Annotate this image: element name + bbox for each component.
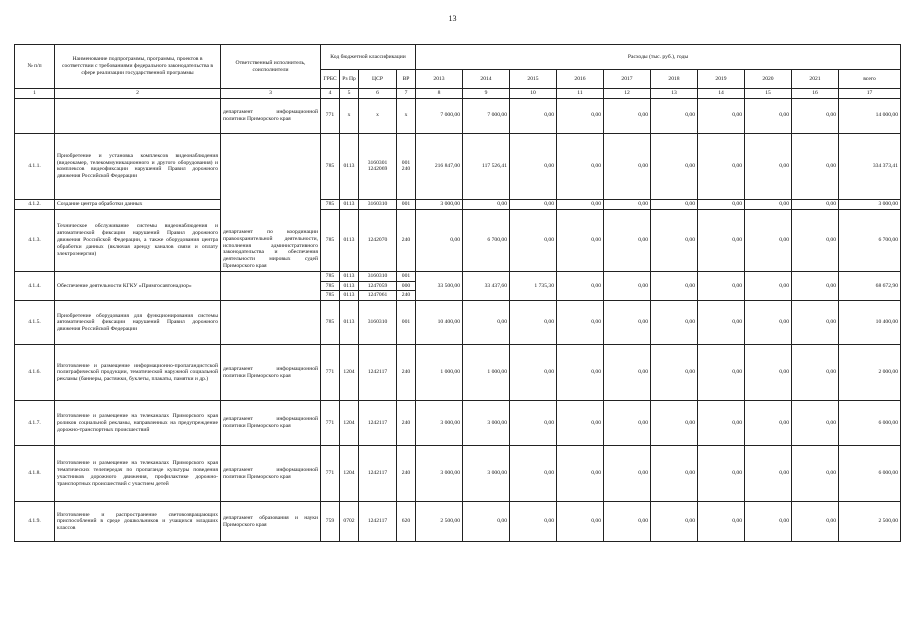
header-year: всего — [839, 70, 901, 89]
row-vr: х — [397, 98, 416, 133]
row-grbs: 785 — [321, 271, 340, 281]
row-number: 4.1.8. — [15, 446, 55, 502]
col-number: 4 — [321, 89, 340, 99]
row-executor: департамент по координации правоохранительной деятельности, исполнения административного законодательства и обеспечения деятельности мировых судей Приморского края — [221, 133, 321, 271]
row-value: 0,00 — [510, 401, 557, 446]
row-value: 0,00 — [745, 199, 792, 209]
row-value: 33 437,60 — [463, 271, 510, 300]
row-rzpr: 0113 — [340, 209, 359, 271]
row-csr: 3160301 1242069 — [359, 133, 397, 199]
row-value: 0,00 — [604, 271, 651, 300]
table-row — [15, 446, 901, 502]
row-value: 0,00 — [651, 133, 698, 199]
row-value: 334 373,41 — [839, 133, 901, 199]
row-vr: 240 — [397, 291, 416, 301]
row-grbs: 785 — [321, 291, 340, 301]
row-rzpr: 1204 — [340, 401, 359, 446]
row-value: 0,00 — [604, 502, 651, 542]
row-value: 0,00 — [510, 199, 557, 209]
row-vr: 001 — [397, 301, 416, 345]
row-csr: 1242117 — [359, 446, 397, 502]
row-executor: департамент информационной политики Приморского края — [221, 98, 321, 133]
row-value: 117 526,41 — [463, 133, 510, 199]
row-value: 14 000,00 — [839, 98, 901, 133]
header-no: № п/п — [15, 45, 55, 89]
row-grbs: 785 — [321, 199, 340, 209]
row-number: 4.1.4. — [15, 271, 55, 300]
row-vr: 240 — [397, 209, 416, 271]
row-value: 3 000,00 — [416, 446, 463, 502]
row-value: 6 700,00 — [839, 209, 901, 271]
row-value: 0,00 — [557, 301, 604, 345]
header-code: ЦСР — [359, 70, 397, 89]
row-rzpr: х — [340, 98, 359, 133]
row-value: 0,00 — [510, 133, 557, 199]
row-rzpr: 0113 — [340, 271, 359, 281]
row-value: 0,00 — [651, 345, 698, 401]
col-number: 2 — [55, 89, 221, 99]
row-value: 0,00 — [745, 345, 792, 401]
row-vr: 001 — [397, 271, 416, 281]
header-year: 2014 — [463, 70, 510, 89]
row-value: 1 735,30 — [510, 271, 557, 300]
row-value: 0,00 — [745, 301, 792, 345]
header-year: 2017 — [604, 70, 651, 89]
table-row — [15, 133, 901, 199]
col-number: 11 — [557, 89, 604, 99]
row-value: 0,00 — [557, 98, 604, 133]
row-value: 0,00 — [698, 199, 745, 209]
row-value: 0,00 — [557, 271, 604, 300]
row-value: 0,00 — [651, 209, 698, 271]
row-value: 0,00 — [557, 446, 604, 502]
row-value: 6 700,00 — [463, 209, 510, 271]
table-row — [15, 98, 901, 133]
header-year: 2020 — [745, 70, 792, 89]
row-grbs: 771 — [321, 98, 340, 133]
row-value: 0,00 — [463, 502, 510, 542]
row-value: 0,00 — [604, 345, 651, 401]
row-executor — [221, 271, 321, 300]
row-value: 0,00 — [651, 301, 698, 345]
row-csr: 3160310 — [359, 271, 397, 281]
row-value: 0,00 — [557, 133, 604, 199]
row-rzpr: 0113 — [340, 301, 359, 345]
row-name: Обеспечение деятельности КГКУ «Примгосавтонадзор» — [55, 271, 221, 300]
row-value: 0,00 — [510, 209, 557, 271]
row-csr: 1247059 — [359, 281, 397, 291]
row-value: 10 400,00 — [839, 301, 901, 345]
row-grbs: 771 — [321, 401, 340, 446]
row-executor — [221, 301, 321, 345]
row-number: 4.1.5. — [15, 301, 55, 345]
row-value: 0,00 — [792, 199, 839, 209]
row-value: 0,00 — [651, 446, 698, 502]
row-value: 0,00 — [463, 199, 510, 209]
row-value: 0,00 — [651, 98, 698, 133]
row-value: 0,00 — [510, 345, 557, 401]
row-value: 0,00 — [792, 301, 839, 345]
row-rzpr: 0113 — [340, 133, 359, 199]
row-value: 6 000,00 — [839, 446, 901, 502]
col-number: 3 — [221, 89, 321, 99]
row-vr: 001 240 — [397, 133, 416, 199]
row-rzpr: 1204 — [340, 345, 359, 401]
row-value: 7 000,00 — [463, 98, 510, 133]
row-value: 0,00 — [557, 209, 604, 271]
row-value: 3 000,00 — [416, 199, 463, 209]
row-grbs: 785 — [321, 209, 340, 271]
row-value: 0,00 — [698, 345, 745, 401]
row-value: 2 500,00 — [839, 502, 901, 542]
row-value: 0,00 — [698, 301, 745, 345]
header-expenses: Расходы (тыс. руб.), годы — [416, 45, 901, 70]
row-value: 0,00 — [792, 446, 839, 502]
row-name: Изготовление и размещение информационно-пропагандистской полиграфической продукции, тематической наружной социальной рекламы (баннеры, растяжки, буклеты, плакаты, памятки и др.) — [55, 345, 221, 401]
row-value: 0,00 — [557, 199, 604, 209]
row-value: 0,00 — [698, 446, 745, 502]
col-number: 5 — [340, 89, 359, 99]
row-value: 0,00 — [604, 199, 651, 209]
row-value: 0,00 — [651, 502, 698, 542]
col-number: 7 — [397, 89, 416, 99]
row-rzpr: 0113 — [340, 199, 359, 209]
row-value: 2 000,00 — [839, 345, 901, 401]
row-value: 0,00 — [463, 301, 510, 345]
row-grbs: 771 — [321, 345, 340, 401]
row-value: 0,00 — [745, 502, 792, 542]
table-row — [15, 401, 901, 446]
col-number: 8 — [416, 89, 463, 99]
row-value: 0,00 — [557, 401, 604, 446]
row-csr: х — [359, 98, 397, 133]
col-number: 9 — [463, 89, 510, 99]
row-vr: 240 — [397, 446, 416, 502]
row-value: 0,00 — [510, 502, 557, 542]
header-year: 2015 — [510, 70, 557, 89]
row-executor: департамент информационной политики Приморского края — [221, 345, 321, 401]
row-value: 0,00 — [604, 209, 651, 271]
row-value: 0,00 — [792, 133, 839, 199]
row-value: 0,00 — [698, 271, 745, 300]
row-value: 0,00 — [651, 199, 698, 209]
row-value: 0,00 — [604, 446, 651, 502]
header-year: 2016 — [557, 70, 604, 89]
header-executor: Ответственный исполнитель, соисполнители — [221, 45, 321, 89]
row-name: Создание центра обработки данных — [55, 199, 221, 209]
row-value: 0,00 — [604, 133, 651, 199]
row-value: 2 500,00 — [416, 502, 463, 542]
row-value: 3 000,00 — [416, 401, 463, 446]
row-vr: 000 — [397, 281, 416, 291]
row-value: 0,00 — [698, 98, 745, 133]
page-number: 13 — [448, 14, 457, 23]
row-value: 3 000,00 — [463, 446, 510, 502]
row-value: 1 000,00 — [463, 345, 510, 401]
row-value: 3 000,00 — [839, 199, 901, 209]
row-value: 0,00 — [510, 98, 557, 133]
row-executor: департамент образования и науки Приморского края — [221, 502, 321, 542]
header-code: Рз Пр — [340, 70, 359, 89]
row-value: 0,00 — [792, 345, 839, 401]
row-value: 0,00 — [604, 401, 651, 446]
row-grbs: 785 — [321, 281, 340, 291]
header-year: 2018 — [651, 70, 698, 89]
row-grbs: 785 — [321, 301, 340, 345]
row-value: 0,00 — [604, 301, 651, 345]
row-csr: 1247061 — [359, 291, 397, 301]
row-value: 0,00 — [416, 209, 463, 271]
col-number: 12 — [604, 89, 651, 99]
row-csr: 1242070 — [359, 209, 397, 271]
row-value: 0,00 — [604, 98, 651, 133]
row-rzpr: 0113 — [340, 281, 359, 291]
row-value: 0,00 — [745, 446, 792, 502]
row-rzpr: 1204 — [340, 446, 359, 502]
row-number: 4.1.3. — [15, 209, 55, 271]
col-number: 17 — [839, 89, 901, 99]
row-value: 0,00 — [745, 209, 792, 271]
row-value: 0,00 — [698, 133, 745, 199]
row-value: 10 400,00 — [416, 301, 463, 345]
table-row — [15, 209, 901, 271]
col-number: 10 — [510, 89, 557, 99]
header-code: ВР — [397, 70, 416, 89]
row-name: Приобретение оборудования для функционирования системы автоматической фиксации нарушений Правил дорожного движения Российской Федерации — [55, 301, 221, 345]
row-csr: 3160310 — [359, 301, 397, 345]
row-grbs: 785 — [321, 133, 340, 199]
row-value: 0,00 — [745, 271, 792, 300]
col-number: 6 — [359, 89, 397, 99]
row-grbs: 759 — [321, 502, 340, 542]
row-name: Техническое обслуживание системы видеонаблюдения и автоматической фиксации нарушений Правил дорожного движения Российской Федерации, а также оборудования центра обработки данных (включая аренду каналов связи и оплату электроэнергии) — [55, 209, 221, 271]
row-value: 0,00 — [745, 98, 792, 133]
col-number: 1 — [15, 89, 55, 99]
table-row — [15, 271, 901, 281]
col-number: 14 — [698, 89, 745, 99]
row-value: 1 000,00 — [416, 345, 463, 401]
row-value: 0,00 — [510, 301, 557, 345]
row-number: 4.1.2. — [15, 199, 55, 209]
row-value: 0,00 — [698, 502, 745, 542]
header-year: 2013 — [416, 70, 463, 89]
row-number: 4.1.1. — [15, 133, 55, 199]
col-number: 15 — [745, 89, 792, 99]
row-value: 0,00 — [698, 209, 745, 271]
row-value: 3 000,00 — [463, 401, 510, 446]
table-row — [15, 199, 901, 209]
table-row — [15, 502, 901, 542]
row-csr: 3160310 — [359, 199, 397, 209]
row-value: 0,00 — [792, 209, 839, 271]
row-vr: 620 — [397, 502, 416, 542]
header-name: Наименование подпрограммы, программы, проектов в соответствии с требованиями федерального законодательства в сфере реализации государственной программы — [55, 45, 221, 89]
row-name: Изготовление и размещение на телеканалах Приморского края роликов социальной рекламы, направленных на предупреждение дорожно-транспортных происшествий — [55, 401, 221, 446]
row-csr: 1242117 — [359, 502, 397, 542]
row-csr: 1242117 — [359, 401, 397, 446]
row-value: 0,00 — [698, 401, 745, 446]
row-value: 6 000,00 — [839, 401, 901, 446]
row-number: 4.1.9. — [15, 502, 55, 542]
row-value: 0,00 — [651, 401, 698, 446]
header-budget-code: Код бюджетной классификации — [321, 45, 416, 70]
row-rzpr: 0113 — [340, 291, 359, 301]
row-value: 7 000,00 — [416, 98, 463, 133]
table-row — [15, 345, 901, 401]
row-name: Изготовление и распространение световозвращающих приспособлений в среде дошкольников и учащихся младших классов — [55, 502, 221, 542]
row-value: 33 500,00 — [416, 271, 463, 300]
row-name: Изготовление и размещение на телеканалах Приморского края тематических телепередач по пропаганде культуры поведения участников дорожного движения, профилактике дорожно-транспортных происшествий с участием детей — [55, 446, 221, 502]
row-number — [15, 98, 55, 133]
header-year: 2021 — [792, 70, 839, 89]
row-number: 4.1.6. — [15, 345, 55, 401]
row-name: Приобретение и установка комплексов видеонаблюдения (видеокамер, телекоммуникационного и другого оборудования) и комплексов видеофиксации нарушений Правил дорожного движения Российской Федерации — [55, 133, 221, 199]
row-rzpr: 0702 — [340, 502, 359, 542]
row-value: 68 672,90 — [839, 271, 901, 300]
row-value: 0,00 — [557, 502, 604, 542]
row-value: 0,00 — [510, 446, 557, 502]
table-row — [15, 301, 901, 345]
row-value: 0,00 — [557, 345, 604, 401]
row-value: 0,00 — [792, 271, 839, 300]
row-value: 0,00 — [745, 133, 792, 199]
row-value: 0,00 — [651, 271, 698, 300]
header-code: ГРБС — [321, 70, 340, 89]
col-number: 13 — [651, 89, 698, 99]
row-grbs: 771 — [321, 446, 340, 502]
row-number: 4.1.7. — [15, 401, 55, 446]
row-name — [55, 98, 221, 133]
row-value: 0,00 — [792, 401, 839, 446]
col-number: 16 — [792, 89, 839, 99]
row-value: 0,00 — [792, 502, 839, 542]
row-executor: департамент информационной политики Приморского края — [221, 446, 321, 502]
row-csr: 1242117 — [359, 345, 397, 401]
row-vr: 001 — [397, 199, 416, 209]
row-value: 0,00 — [745, 401, 792, 446]
row-executor: департамент информационной политики Приморского края — [221, 401, 321, 446]
row-value: 0,00 — [792, 98, 839, 133]
row-vr: 240 — [397, 345, 416, 401]
budget-table — [14, 44, 901, 542]
header-year: 2019 — [698, 70, 745, 89]
row-value: 216 847,00 — [416, 133, 463, 199]
row-vr: 240 — [397, 401, 416, 446]
